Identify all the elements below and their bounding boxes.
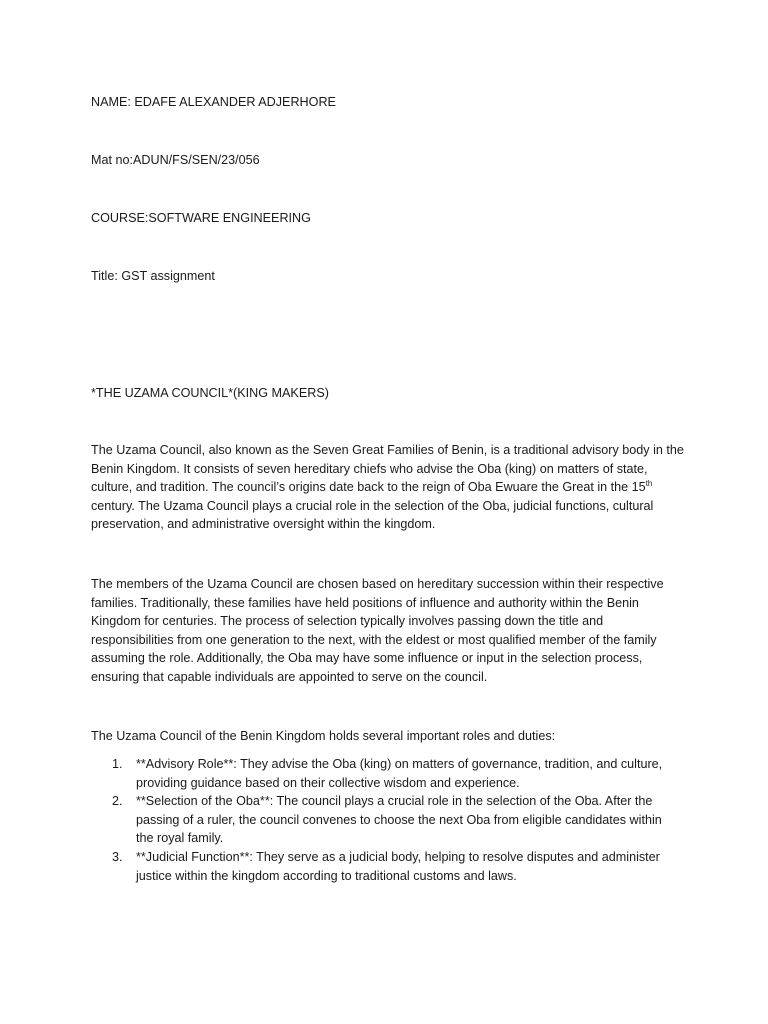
paragraph-line: families. Traditionally, these families have held positions of influence and authority within the Benin: [91, 595, 639, 610]
paragraph-3: The Uzama Council of the Benin Kingdom holds several important roles and duties:: [91, 729, 556, 743]
list-number: 3.: [112, 849, 123, 864]
paragraph-line: The members of the Uzama Council are chosen based on hereditary succession within their respective: [91, 577, 664, 591]
paragraph-line: assuming the role. Additionally, the Oba may have some influence or input in the selection process,: [91, 651, 643, 666]
list-item: [91, 792, 681, 848]
list-number: 2.: [112, 794, 123, 809]
course: COURSE:SOFTWARE ENGINEERING: [91, 211, 311, 225]
list-line: the royal family.: [136, 831, 224, 846]
list-number: 1.: [112, 757, 123, 771]
superscript: th: [645, 479, 653, 488]
section-heading: *THE UZAMA COUNCIL*(KING MAKERS): [91, 386, 329, 400]
list-item: [91, 848, 681, 885]
paragraph-line: preservation, and administrative oversight within the kingdom.: [91, 517, 436, 532]
roles-list: [91, 755, 681, 885]
paragraph-line-text: culture, and tradition. The council’s origins date back to the reign of Oba Ewuare the Great in the 15: [91, 480, 646, 495]
paragraph-2: [91, 575, 681, 687]
paragraph-line: ensuring that capable individuals are appointed to serve on the council.: [91, 669, 488, 684]
list-line: **Advisory Role**: They advise the Oba (king) on matters of governance, tradition, and culture,: [136, 757, 663, 771]
list-line: **Selection of the Oba**: The council plays a crucial role in the selection of the Oba. After the: [136, 794, 653, 809]
student-name: NAME: EDAFE ALEXANDER ADJERHORE: [91, 95, 336, 109]
paragraph-line: Kingdom for centuries. The process of selection typically involves passing down the title and: [91, 614, 604, 629]
assignment-title: Title: GST assignment: [91, 269, 215, 283]
list-line: passing of a ruler, the council convenes to choose the next Oba from eligible candidates within: [136, 812, 662, 827]
paragraph-1: [91, 441, 684, 534]
paragraph-line: century. The Uzama Council plays a crucial role in the selection of the Oba, judicial functions, cultural: [91, 498, 654, 513]
paragraph-line: responsibilities from one generation to the next, with the eldest or most qualified member of the family: [91, 632, 657, 647]
paragraph-line: [91, 478, 681, 497]
list-line: **Judicial Function**: They serve as a judicial body, helping to resolve disputes and administer: [136, 849, 660, 864]
paragraph-line: The Uzama Council, also known as the Seven Great Families of Benin, is a traditional advisory body in the: [91, 443, 684, 457]
list-item: [91, 755, 681, 792]
list-line: providing guidance based on their collective wisdom and experience.: [136, 775, 520, 790]
matric-number: Mat no:ADUN/FS/SEN/23/056: [91, 153, 260, 167]
list-line: justice within the kingdom according to traditional customs and laws.: [136, 868, 517, 883]
paragraph-line: Benin Kingdom. It consists of seven hereditary chiefs who advise the Oba (king) on matters of state,: [91, 461, 648, 476]
